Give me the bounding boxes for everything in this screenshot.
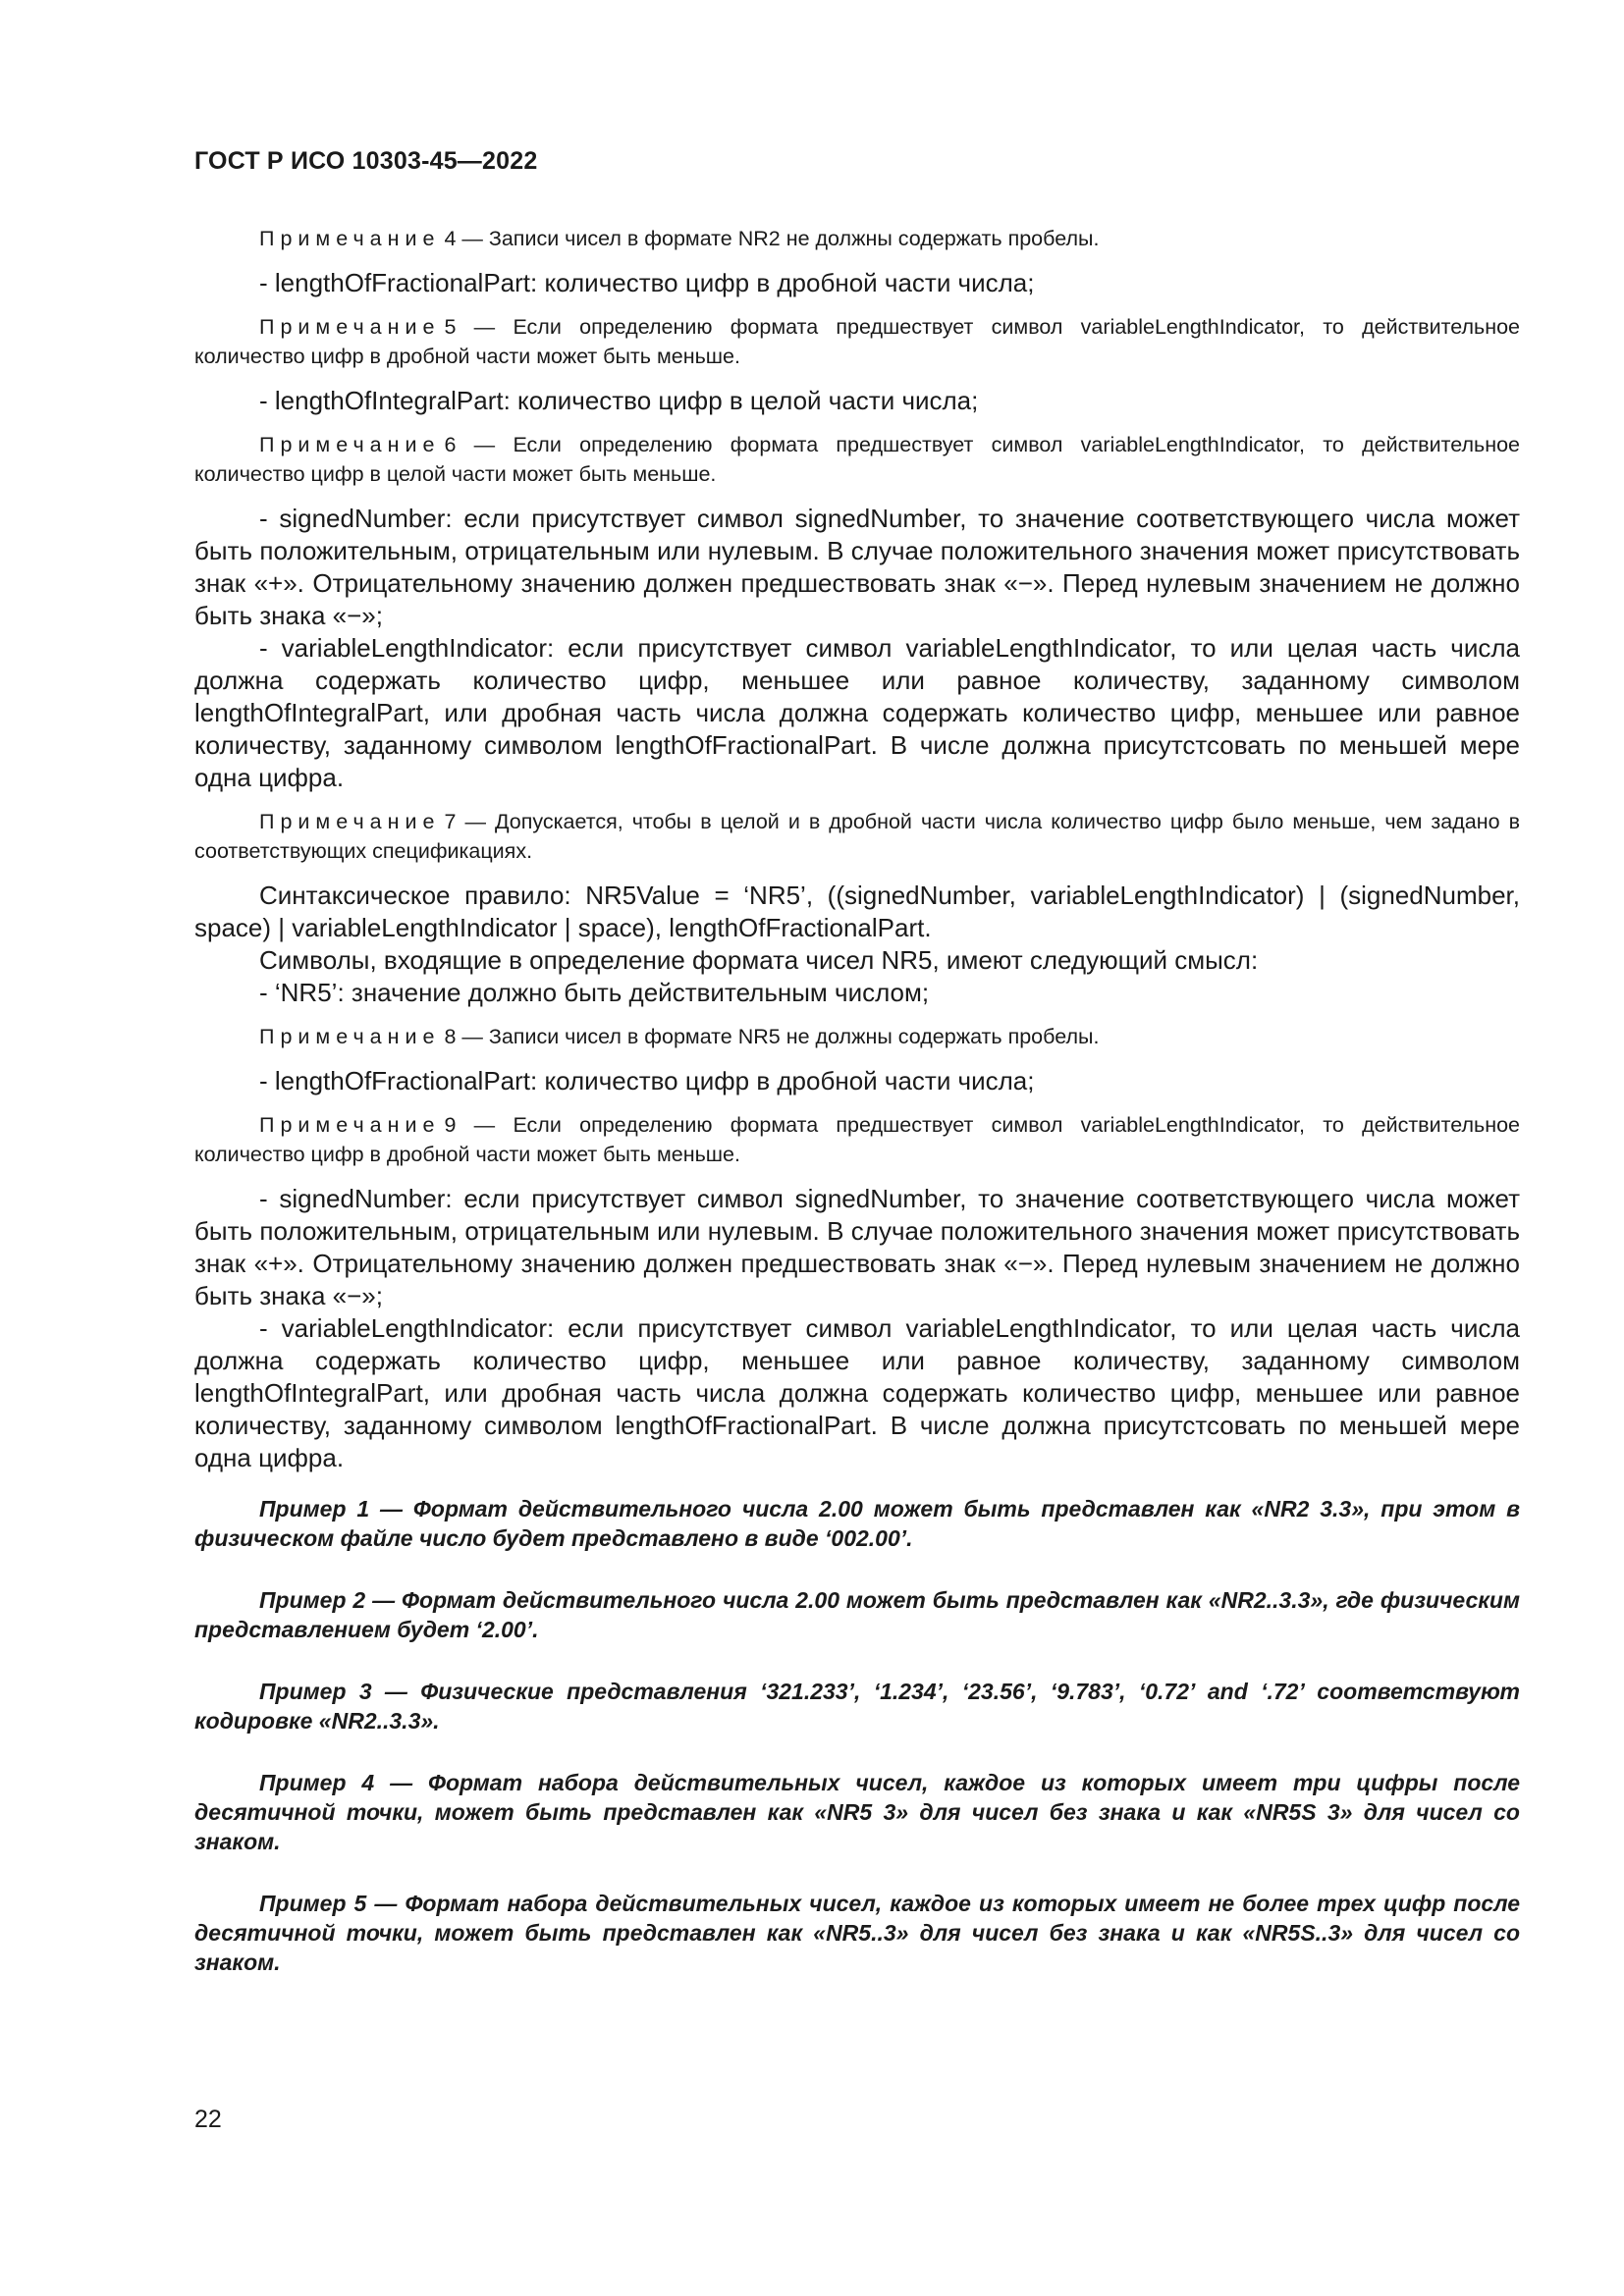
note-9 bbox=[194, 1110, 1520, 1169]
note-7 bbox=[194, 807, 1520, 866]
note-text: 9 — Если определению формата предшествует символ variableLengthIndicator, то действительное количество цифр в дробной части может быть меньше. bbox=[194, 1113, 1520, 1166]
paragraph-integral-part: - lengthOfIntegralPart: количество цифр в целой части числа; bbox=[259, 386, 979, 415]
example-1: Пример 1 — Формат действительного числа 2.00 может быть представлен как «NR2 3.3», при этом в физическом файле число будет представлено в виде ‘002.00’. bbox=[194, 1496, 1520, 1551]
paragraph-signed-number-nr5: - signedNumber: если присутствует символ signedNumber, то значение соответствующего числа может быть положительным, отрицательным или нулевым. В случае положительного значения может присутствовать знак «+». Отрицательному значению должен предшествовать знак «−». Перед нулевым значением не должно быть знака «−»; bbox=[194, 1184, 1520, 1310]
page-number: 22 bbox=[194, 2106, 222, 2133]
note-label: Примечание bbox=[259, 810, 441, 833]
note-text: 4 — Записи чисел в формате NR2 не должны содержать пробелы. bbox=[444, 227, 1100, 250]
document-header: ГОСТ Р ИСО 10303-45—2022 bbox=[194, 147, 538, 175]
note-label: Примечание bbox=[259, 433, 441, 456]
example-3: Пример 3 — Физические представления ‘321.233’, ‘1.234’, ‘23.56’, ‘9.783’, ‘0.72’ and ‘.72’ соответствуют кодировке «NR2..3.3». bbox=[194, 1679, 1520, 1734]
note-label: Примечание bbox=[259, 227, 441, 250]
paragraph-variable-length: - variableLengthIndicator: если присутствует символ variableLengthIndicator, то или целая часть числа должна содержать количество цифр, меньшее или равное количеству, заданному символом lengthOfIntegralPart, или дробная часть числа должна содержать количество цифр, меньшее или равное количеству, заданному символом lengthOfFractionalPart. В числе должна присутстсовать по меньшей мере одна цифра. bbox=[194, 633, 1520, 792]
example-4: Пример 4 — Формат набора действительных чисел, каждое из которых имеет три цифры после десятичной точки, может быть представлен как «NR5 3» для чисел без знака и как «NR5S 3» для чисел со знаком. bbox=[194, 1770, 1520, 1854]
paragraph-nr5-value: - ‘NR5’: значение должно быть действительным числом; bbox=[259, 978, 930, 1007]
paragraph-variable-length-nr5: - variableLengthIndicator: если присутствует символ variableLengthIndicator, то или целая часть числа должна содержать количество цифр, меньшее или равное количеству, заданному символом lengthOfIntegralPart, или дробная часть числа должна содержать количество цифр, меньшее или равное количеству, заданному символом lengthOfFractionalPart. В числе должна присутстсовать по меньшей мере одна цифра. bbox=[194, 1313, 1520, 1472]
note-5 bbox=[194, 312, 1520, 371]
note-6 bbox=[194, 430, 1520, 489]
paragraph-signed-number: - signedNumber: если присутствует символ signedNumber, то значение соответствующего числа может быть положительным, отрицательным или нулевым. В случае положительного значения может присутствовать знак «+». Отрицательному значению должен предшествовать знак «−». Перед нулевым значением не должно быть знака «−»; bbox=[194, 504, 1520, 630]
note-8 bbox=[194, 1022, 1520, 1051]
paragraph-fractional-part: - lengthOfFractionalPart: количество цифр в дробной части числа; bbox=[259, 268, 1035, 297]
note-label: Примечание bbox=[259, 1113, 441, 1137]
note-text: 5 — Если определению формата предшествует символ variableLengthIndicator, то действительное количество цифр в дробной части может быть меньше. bbox=[194, 315, 1520, 368]
note-text: 7 — Допускается, чтобы в целой и в дробной части числа количество цифр было меньше, чем задано в соответствующих спецификациях. bbox=[194, 810, 1520, 863]
paragraph-fractional-part-nr5: - lengthOfFractionalPart: количество цифр в дробной части числа; bbox=[259, 1066, 1035, 1095]
example-5: Пример 5 — Формат набора действительных чисел, каждое из которых имеет не более трех цифр после десятичной точки, может быть представлен как «NR5..3» для чисел без знака и как «NR5S..3» для чисел со знаком. bbox=[194, 1891, 1520, 1975]
note-label: Примечание bbox=[259, 315, 441, 339]
note-label: Примечание bbox=[259, 1025, 441, 1048]
example-2: Пример 2 — Формат действительного числа 2.00 может быть представлен как «NR2..3.3», где физическим представлением будет ‘2.00’. bbox=[194, 1587, 1520, 1642]
paragraph-symbols-intro: Символы, входящие в определение формата чисел NR5, имеют следующий смысл: bbox=[259, 945, 1259, 975]
paragraph-syntax-rule: Синтаксическое правило: NR5Value = ‘NR5’, ((signedNumber, variableLengthIndicator) | (signedNumber, space) | variableLengthIndicator | space), lengthOfFractionalPart. bbox=[194, 881, 1520, 942]
page-body bbox=[194, 224, 1520, 2009]
note-text: 6 — Если определению формата предшествует символ variableLengthIndicator, то действительное количество цифр в целой части может быть меньше. bbox=[194, 433, 1520, 486]
note-text: 8 — Записи чисел в формате NR5 не должны содержать пробелы. bbox=[444, 1025, 1100, 1048]
note-4 bbox=[194, 224, 1520, 253]
